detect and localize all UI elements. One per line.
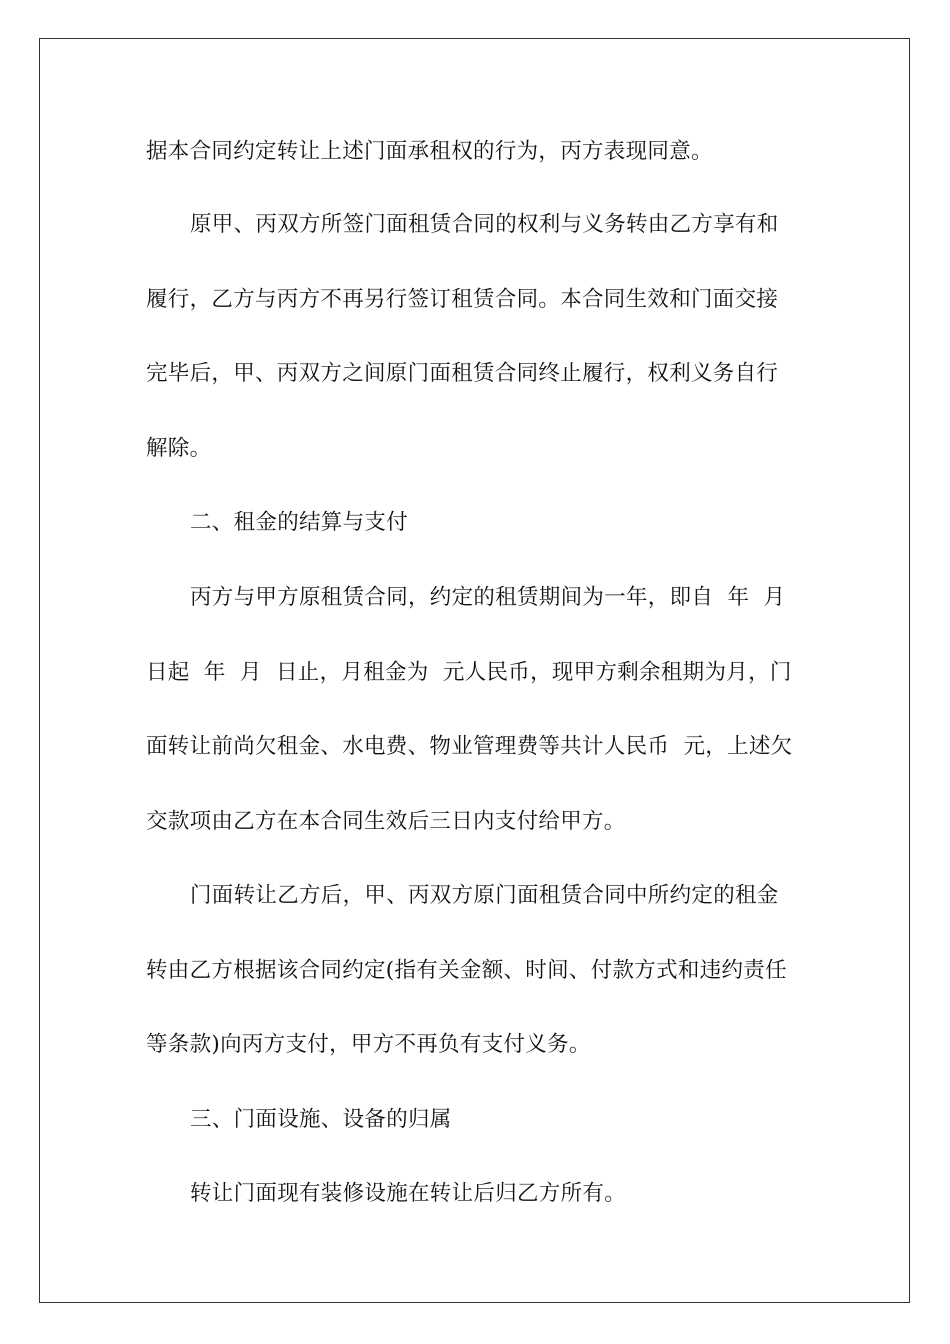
text-line: 日起 年 月 日止，月租金为 元人民币，现甲方剩余租期为月，门 <box>146 660 792 685</box>
text-line: 交款项由乙方在本合同生效后三日内支付给甲方。 <box>146 809 626 834</box>
paragraph-start-line: 门面转让乙方后，甲、丙双方原门面租赁合同中所约定的租金 <box>190 883 779 908</box>
paragraph-start-line: 丙方与甲方原租赁合同，约定的租赁期间为一年，即自 年 月 <box>190 585 786 610</box>
text-line: 履行，乙方与丙方不再另行签订租赁合同。本合同生效和门面交接 <box>146 287 779 312</box>
paragraph-start-line: 原甲、丙双方所签门面租赁合同的权利与义务转由乙方享有和 <box>190 212 779 237</box>
paragraph-start-line: 转让门面现有装修设施在转让后归乙方所有。 <box>190 1181 627 1206</box>
text-line: 据本合同约定转让上述门面承租权的行为，丙方表现同意。 <box>146 139 713 164</box>
section-heading: 三、门面设施、设备的归属 <box>190 1107 452 1132</box>
text-line: 等条款)向丙方支付，甲方不再负有支付义务。 <box>146 1032 591 1057</box>
text-line: 解除。 <box>146 436 212 461</box>
text-line: 转由乙方根据该合同约定(指有关金额、时间、付款方式和违约责任 <box>146 958 787 983</box>
text-line: 完毕后，甲、丙双方之间原门面租赁合同终止履行，权利义务自行 <box>146 361 779 386</box>
section-heading: 二、租金的结算与支付 <box>190 510 409 535</box>
text-line: 面转让前尚欠租金、水电费、物业管理费等共计人民币 元，上述欠 <box>146 734 793 759</box>
